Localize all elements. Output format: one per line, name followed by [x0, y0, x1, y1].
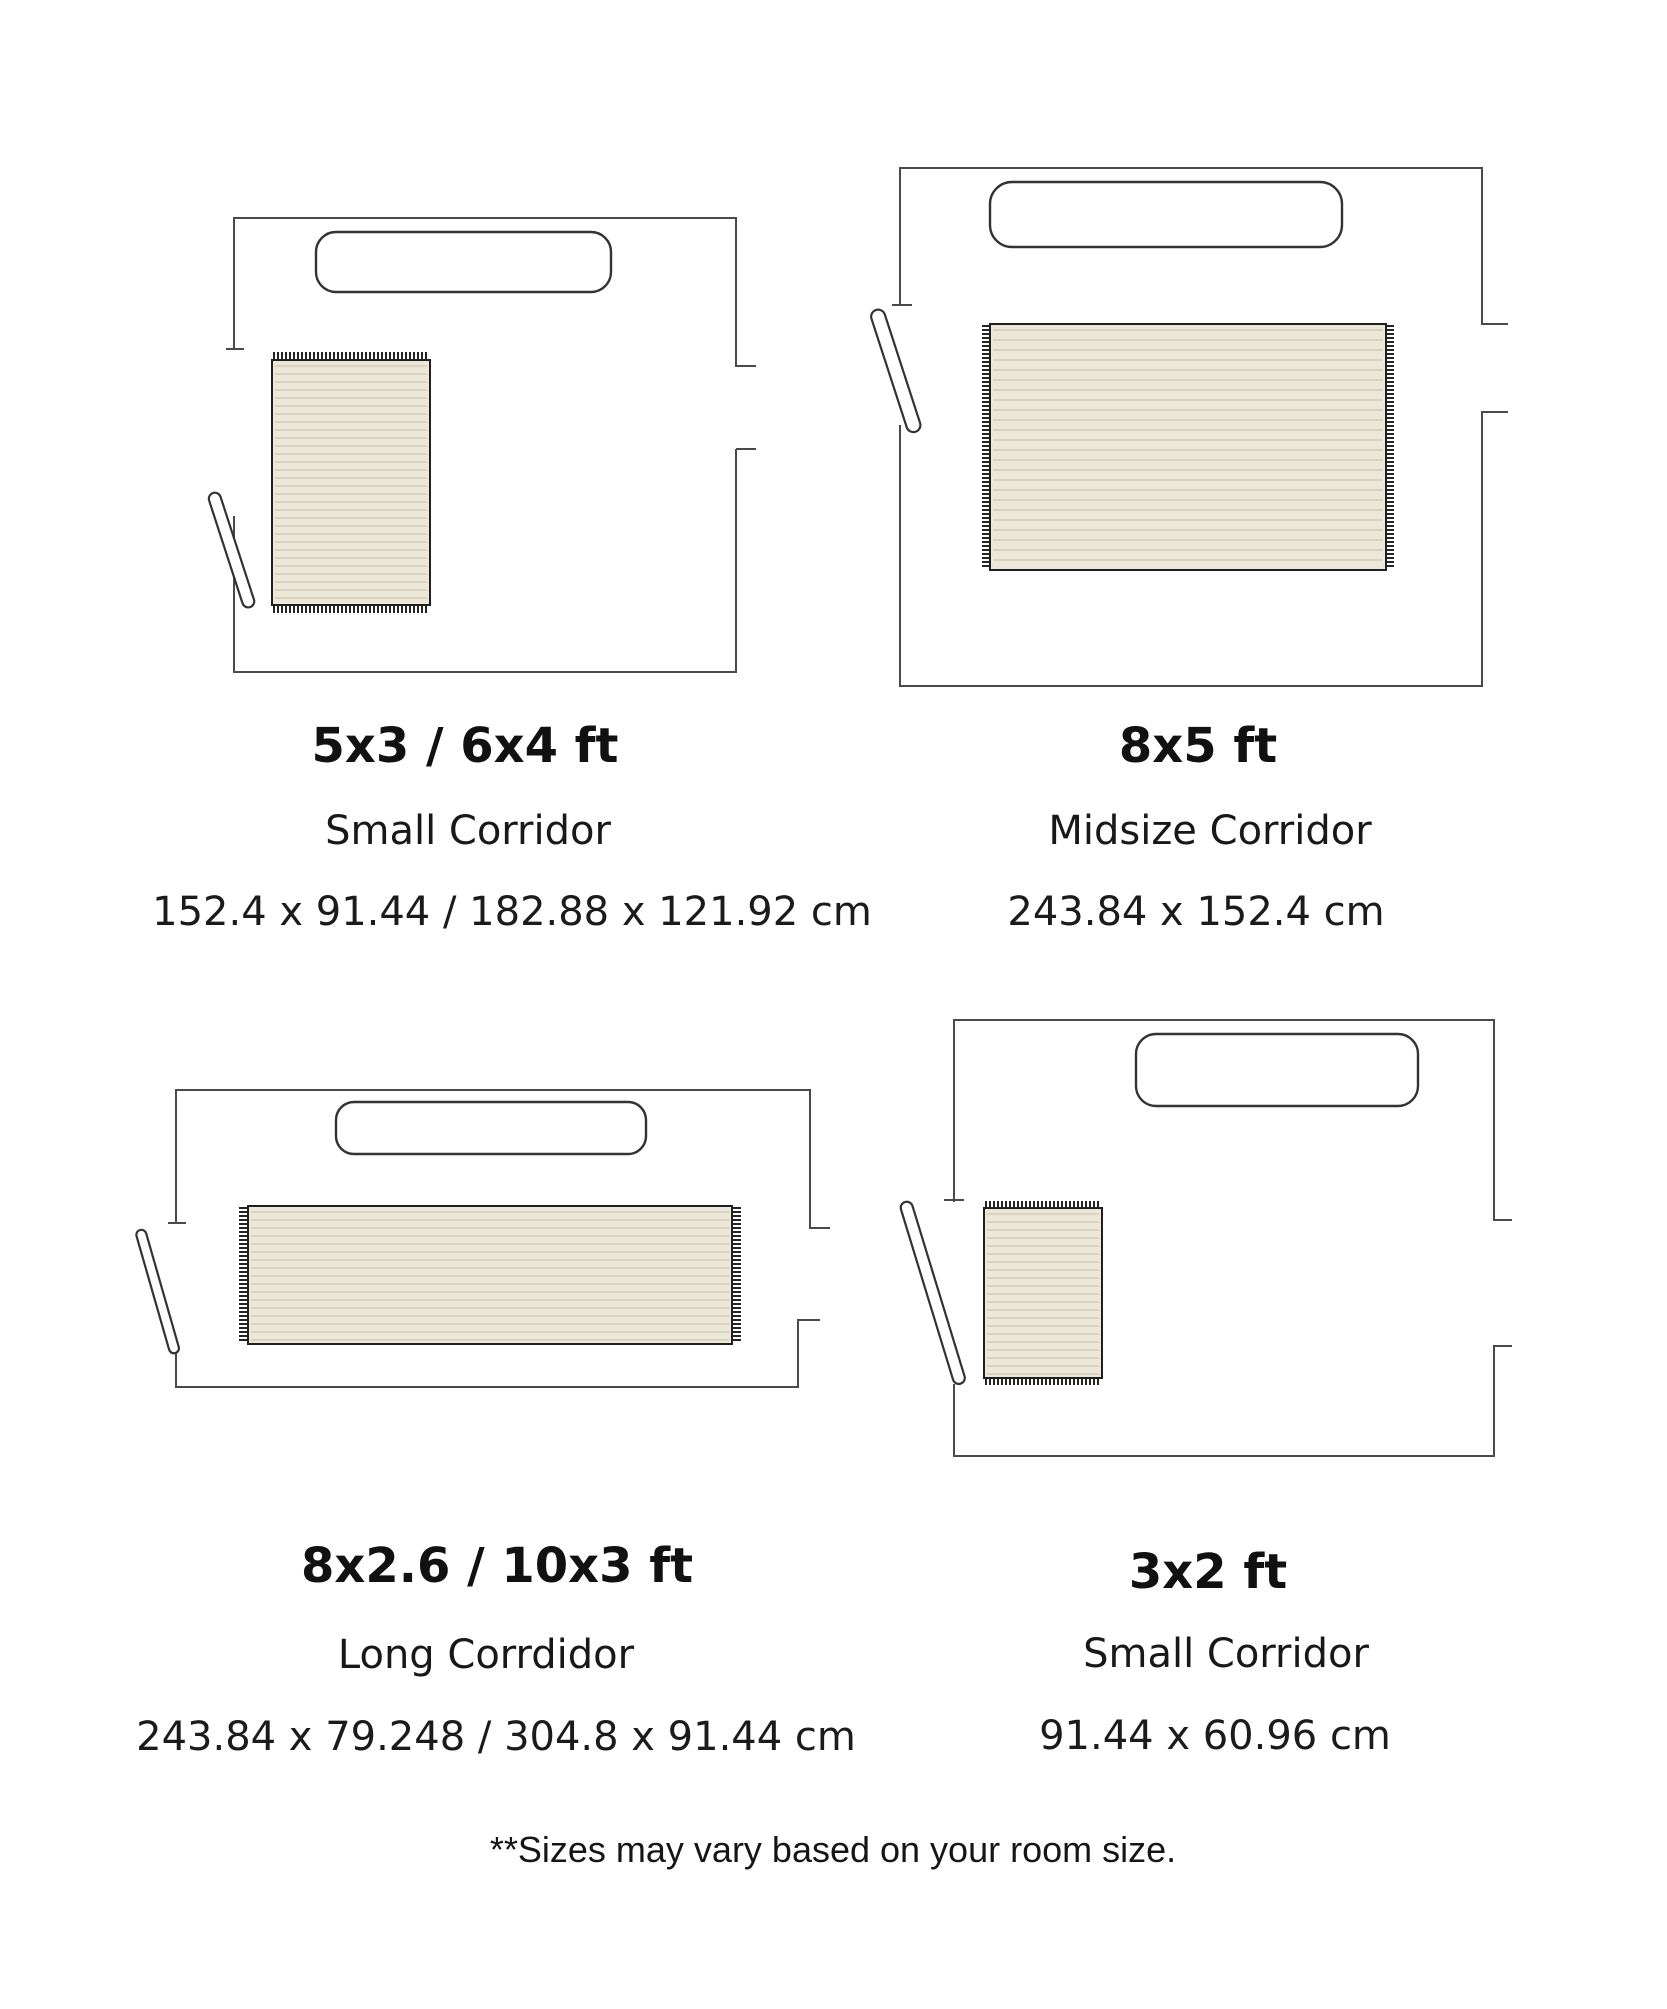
size-disclaimer: **Sizes may vary based on your room size.	[489, 1829, 1177, 1870]
size-label-2: 8x5 ft	[1118, 718, 1278, 774]
door-icon	[869, 308, 922, 434]
table-icon	[316, 232, 611, 292]
metric-label-2: 243.84 x 152.4 cm	[1007, 889, 1385, 935]
rug-icon	[239, 1206, 741, 1344]
metric-label-3: 243.84 x 79.248 / 304.8 x 91.44 cm	[136, 1714, 856, 1760]
floor-plan-small-corridor-2	[900, 1012, 1550, 1482]
rug-icon	[984, 1201, 1102, 1385]
door-icon	[207, 491, 255, 609]
table-icon	[336, 1102, 646, 1154]
size-label-4: 3x2 ft	[1128, 1544, 1288, 1600]
door-icon	[135, 1229, 180, 1355]
door-icon	[899, 1200, 966, 1385]
floor-plan-small-corridor-1	[190, 210, 780, 690]
room-label-4: Small Corridor	[1083, 1631, 1369, 1677]
floor-plan-midsize-corridor	[848, 160, 1528, 700]
rug-icon	[982, 324, 1394, 570]
size-label-3: 8x2.6 / 10x3 ft	[300, 1538, 694, 1594]
metric-label-1: 152.4 x 91.44 / 182.88 x 121.92 cm	[152, 889, 872, 935]
floor-plan-long-corridor	[138, 1082, 838, 1422]
room-label-1: Small Corridor	[325, 808, 611, 854]
room-label-2: Midsize Corridor	[1048, 808, 1372, 854]
table-icon	[990, 182, 1342, 247]
size-label-1: 5x3 / 6x4 ft	[311, 718, 619, 774]
room-label-3: Long Corrdidor	[337, 1632, 635, 1678]
rug-icon	[272, 352, 430, 613]
metric-label-4: 91.44 x 60.96 cm	[1039, 1713, 1391, 1759]
table-icon	[1136, 1034, 1418, 1106]
